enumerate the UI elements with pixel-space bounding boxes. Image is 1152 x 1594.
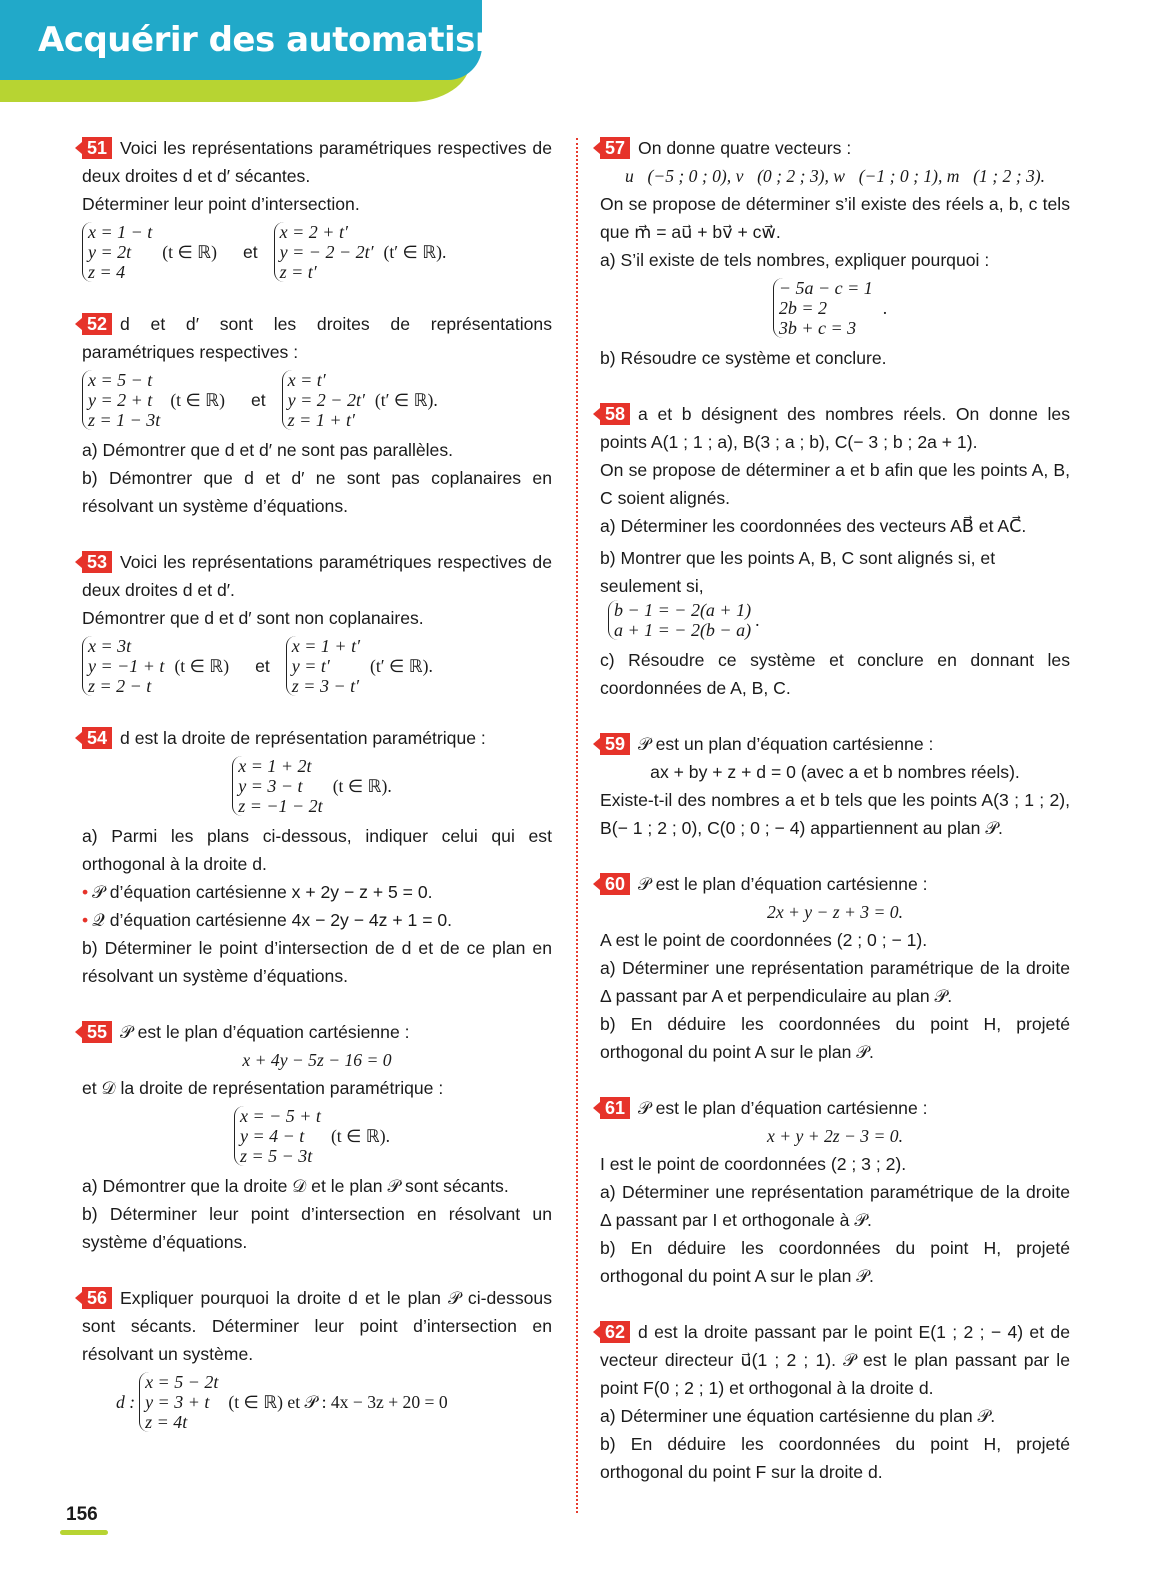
equation-system <box>82 1372 552 1432</box>
plane-equation: (t ∈ ℝ) et 𝒫 : 4x − 3z + 20 = 0 <box>228 1392 448 1412</box>
equation-line: z = −1 − 2t <box>238 796 323 816</box>
equation-line: z = 2 − t <box>88 676 152 696</box>
equation-line: z = 1 + t′ <box>287 410 355 430</box>
exercise-number: 56 <box>82 1287 112 1309</box>
equation-line: y = 2 + t <box>88 390 153 410</box>
question-a: a) Démontrer que d et d′ ne sont pas parallèles. <box>82 440 454 460</box>
system-2 <box>286 636 360 696</box>
exercise-52 <box>82 310 552 520</box>
equation-line: x = 5 − t <box>88 370 153 390</box>
equation-line: x = 3t <box>88 636 132 656</box>
exercise-text: 𝒫 est le plan d’équation cartésienne : <box>638 1098 928 1118</box>
equation-line: y = −1 + t <box>88 656 165 676</box>
system-1 <box>773 278 873 338</box>
exercise-text: Voici les représentations paramétriques respectives de deux droites d et d′ sécantes. <box>82 138 552 186</box>
exercise-text: d et d′ sont les droites de représentations paramétriques respectives : <box>82 314 552 362</box>
exercise-57 <box>600 134 1070 372</box>
page-title: Acquérir des automatismes <box>38 20 553 60</box>
page-number-underline <box>60 1530 108 1535</box>
equation-line: x = 1 − t <box>88 222 153 242</box>
exercise-text-2: I est le point de coordonnées (2 ; 3 ; 2). <box>600 1154 907 1174</box>
question-b: b) Déterminer leur point d’intersection en résolvant un système d’équations. <box>82 1204 552 1252</box>
exercise-62 <box>600 1318 1070 1486</box>
equation-line: b − 1 = − 2(a + 1) <box>614 600 752 620</box>
equation-system <box>82 756 552 816</box>
exercise-59 <box>600 730 1070 842</box>
exercise-text-2: et 𝒟 la droite de représentation paramétrique : <box>82 1078 444 1098</box>
question-b <box>600 544 1070 640</box>
parameter-domain: (t ∈ ℝ) <box>162 242 217 262</box>
exercise-61 <box>600 1094 1070 1290</box>
exercise-text: d est la droite de représentation paramétrique : <box>120 728 486 748</box>
exercise-number: 62 <box>600 1321 630 1343</box>
system-1 <box>232 756 322 816</box>
exercise-text-2: Existe-t-il des nombres a et b tels que les points A(3 ; 1 ; 2), B(− 1 ; 2 ; 0), C(0 ; 0 ; − 4) appartiennent au plan 𝒫. <box>600 790 1070 838</box>
system-2 <box>282 370 365 430</box>
exercise-text: 𝒫 est un plan d’équation cartésienne : <box>638 734 934 754</box>
exercise-number: 53 <box>82 551 112 573</box>
equation-line: z = 4t <box>145 1412 188 1432</box>
parameter-domain: (t ∈ ℝ) <box>174 656 230 676</box>
exercise-number: 51 <box>82 137 112 159</box>
equation-line: z = 3 − t′ <box>291 676 360 696</box>
system-1 <box>608 600 751 640</box>
exercise-text: 𝒫 est le plan d’équation cartésienne : <box>638 874 928 894</box>
equation-line: x = 2 + t′ <box>279 222 348 242</box>
exercise-text: 𝒫 est le plan d’équation cartésienne : <box>120 1022 410 1042</box>
parameter-domain: (t ∈ ℝ). <box>330 1126 390 1146</box>
exercise-60 <box>600 870 1070 1066</box>
exercise-text: d est la droite passant par le point E(1 ; 2 ; − 4) et de vecteur directeur u⃗(1 ; 2 ; 1). 𝒫 est le plan passant par le point F(0 ; 2 ; 1) et orthogonal à la droite d. <box>600 1322 1070 1398</box>
exercise-question: Démontrer que d et d′ sont non coplanaires. <box>82 608 424 628</box>
equation-line: y = 2t <box>88 242 132 262</box>
cartesian-equation: 2x + y − z + 3 = 0. <box>767 902 903 922</box>
question-c: c) Résoudre ce système et conclure en donnant les coordonnées de A, B, C. <box>600 650 1070 698</box>
exercise-54 <box>82 724 552 990</box>
equation-line: x = 5 − 2t <box>145 1372 219 1392</box>
equation-line: z = t′ <box>279 262 317 282</box>
equation-system <box>600 278 1070 338</box>
equation-line: x = 1 + 2t <box>238 756 312 776</box>
exercise-text-2: A est le point de coordonnées (2 ; 0 ; − 1). <box>600 930 928 950</box>
question-a: a) S’il existe de tels nombres, expliquer pourquoi : <box>600 250 990 270</box>
exercise-number: 59 <box>600 733 630 755</box>
exercise-56 <box>82 1284 552 1432</box>
exercise-number: 55 <box>82 1021 112 1043</box>
equation-system <box>82 222 552 282</box>
equation-system <box>82 1106 552 1166</box>
page-number: 156 <box>66 1504 98 1525</box>
parameter-domain: (t′ ∈ ℝ). <box>374 390 438 410</box>
parameter-domain: (t ∈ ℝ). <box>332 776 392 796</box>
line-label: d : <box>116 1392 136 1412</box>
system-1 <box>82 636 164 696</box>
equation-line: 3b + c = 3 <box>778 318 857 338</box>
conjunction: et <box>255 656 270 676</box>
equation-line: a + 1 = − 2(b − a) <box>614 620 752 640</box>
parameter-domain: (t′ ∈ ℝ). <box>370 656 433 676</box>
equation-line: − 5a − c = 1 <box>778 278 873 298</box>
exercise-number: 58 <box>600 403 630 425</box>
question-a: a) Démontrer que la droite 𝒟 et le plan 𝒫 sont sécants. <box>82 1176 509 1196</box>
equation-system <box>82 370 552 430</box>
equation-line: y = − 2 − 2t′ <box>279 242 374 262</box>
bullet-icon: • <box>82 882 89 902</box>
exercise-text: Voici les représentations paramétriques respectives de deux droites d et d′. <box>82 552 552 600</box>
equation-line: y = 3 + t <box>145 1392 210 1412</box>
question-b: b) Démontrer que d et d′ ne sont pas coplanaires en résolvant un système d’équations. <box>82 468 552 516</box>
exercise-number: 61 <box>600 1097 630 1119</box>
equation-line: y = t′ <box>291 656 330 676</box>
exercise-text: a et b désignent des nombres réels. On donne les points A(1 ; 1 ; a), B(3 ; a ; b), C(− 3 ; b ; 2a + 1). <box>600 404 1070 452</box>
exercise-51 <box>82 134 552 282</box>
parameter-domain: (t′ ∈ ℝ). <box>383 242 447 262</box>
system-2 <box>274 222 374 282</box>
exercise-number: 57 <box>600 137 630 159</box>
conjunction: et <box>242 242 258 262</box>
cartesian-equation: ax + by + z + d = 0 (avec a et b nombres réels). <box>650 762 1020 782</box>
exercise-question: Déterminer leur point d’intersection. <box>82 194 360 214</box>
question-b: b) Résoudre ce système et conclure. <box>600 348 887 368</box>
exercise-number: 54 <box>82 727 112 749</box>
question-a: a) Déterminer les coordonnées des vecteurs AB⃗ et AC⃗. <box>600 516 1027 536</box>
exercise-text: On donne quatre vecteurs : <box>638 138 852 158</box>
system-1 <box>234 1106 321 1166</box>
equation-system <box>82 636 552 696</box>
parameter-domain: (t ∈ ℝ) <box>170 390 225 410</box>
question-a: a) Déterminer une représentation paramétrique de la droite Δ passant par A et perpendiculaire au plan 𝒫. <box>600 958 1070 1006</box>
system-1 <box>82 222 152 282</box>
bullet-item: 𝒬 d’équation cartésienne 4x − 2y − 4z + 1 = 0. <box>92 910 453 930</box>
question-b: b) En déduire les coordonnées du point H, projeté orthogonal du point F sur la droite d. <box>600 1434 1070 1482</box>
equation-line: y = 2 − 2t′ <box>287 390 365 410</box>
exercise-text-2: On se propose de déterminer a et b afin que les points A, B, C soient alignés. <box>600 460 1070 508</box>
system-1 <box>139 1372 218 1432</box>
exercise-53 <box>82 548 552 696</box>
exercise-text-2: On se propose de déterminer s’il existe des réels a, b, c tels que m⃗ = au⃗ + bv⃗ + cw⃗. <box>600 194 1070 242</box>
question-a: a) Parmi les plans ci-dessous, indiquer celui qui est orthogonal à la droite d. <box>82 826 552 874</box>
exercise-58 <box>600 400 1070 702</box>
system-1 <box>82 370 160 430</box>
right-column <box>600 134 1070 1514</box>
cartesian-equation: x + y + 2z − 3 = 0. <box>767 1126 903 1146</box>
equation-line: y = 4 − t <box>240 1126 305 1146</box>
equation-line: x = 1 + t′ <box>291 636 361 656</box>
equation-line: z = 4 <box>88 262 126 282</box>
exercise-text: Expliquer pourquoi la droite d et le plan 𝒫 ci-dessous sont sécants. Déterminer leur point d’intersection en résolvant un système. <box>82 1288 552 1364</box>
question-b: b) Déterminer le point d’intersection de d et de ce plan en résolvant un système d’équations. <box>82 938 552 986</box>
cartesian-equation: x + 4y − 5z − 16 = 0 <box>242 1050 392 1070</box>
bullet-item: 𝒫 d’équation cartésienne x + 2y − z + 5 = 0. <box>92 882 433 902</box>
question-b: b) En déduire les coordonnées du point H, projeté orthogonal du point A sur le plan 𝒫. <box>600 1014 1070 1062</box>
conjunction: et <box>250 390 266 410</box>
punctuation: . <box>755 610 760 630</box>
equation-line: x = − 5 + t <box>240 1106 321 1126</box>
question-b-text: b) Montrer que les points A, B, C sont alignés si, et seulement si, <box>600 548 996 596</box>
punctuation: . <box>882 298 888 318</box>
vector-list: u⃗(−5 ; 0 ; 0), v⃗(0 ; 2 ; 3), w⃗(−1 ; 0 ; 1), m⃗(1 ; 2 ; 3). <box>625 166 1045 186</box>
question-a: a) Déterminer une représentation paramétrique de la droite Δ passant par I et orthogonale à 𝒫. <box>600 1182 1070 1230</box>
equation-line: z = 1 − 3t <box>88 410 161 430</box>
equation-line: z = 5 − 3t <box>240 1146 313 1166</box>
question-a: a) Déterminer une équation cartésienne du plan 𝒫. <box>600 1406 996 1426</box>
bullet-icon: • <box>82 910 89 930</box>
equation-line: x = t′ <box>287 370 326 390</box>
equation-line: y = 3 − t <box>238 776 303 796</box>
exercise-number: 60 <box>600 873 630 895</box>
equation-line: 2b = 2 <box>778 298 827 318</box>
column-divider <box>576 138 578 1513</box>
left-column <box>82 134 552 1460</box>
exercise-number: 52 <box>82 313 112 335</box>
exercise-55 <box>82 1018 552 1256</box>
question-b: b) En déduire les coordonnées du point H, projeté orthogonal du point A sur le plan 𝒫. <box>600 1238 1070 1286</box>
